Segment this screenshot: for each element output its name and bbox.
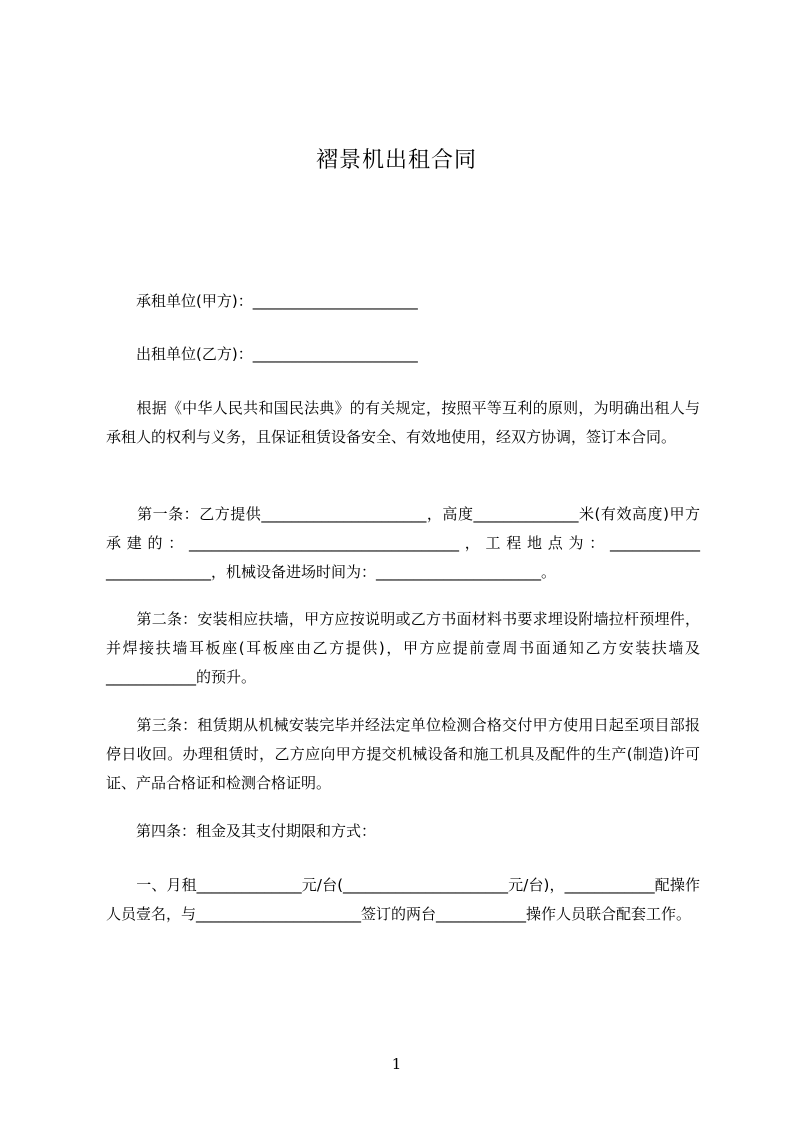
preamble-paragraph: 根据《中华人民共和国民法典》的有关规定，按照平等互利的原则，为明确出租人与承租人的权利与义务，且保证租赁设备安全、有效地使用，经双方协调，签订本合同。 xyxy=(106,399,700,446)
rent-clause-paragraph: 一、月租______________元/台(______________________元/台)，____________配操作人员壹名，与______________________签订的两台____________操作人员联合配套工作。 xyxy=(106,876,700,923)
article-1-paragraph: 第一条：乙方提供______________________，高度______________米(有效高度)甲方承建的：____________________________________，工程地点为：____________ ______________，机械设备进场时间为：______________________。 xyxy=(106,505,700,581)
lessor-line: 出租单位(乙方)：______________________ xyxy=(106,345,418,363)
page-number: 1 xyxy=(391,1055,402,1073)
article-2-paragraph: 第二条：安装相应扶墙，甲方应按说明或乙方书面材料书要求埋设附墙拉杆预埋件，并焊接扶墙耳板座(耳板座由乙方提供)，甲方应提前壹周书面通知乙方安装扶墙及____________的预升。 xyxy=(106,610,700,686)
document-title: 褶景机出租合同 xyxy=(315,148,477,173)
lessee-line: 承租单位(甲方)：______________________ xyxy=(106,292,418,310)
article-3-paragraph: 第三条：租赁期从机械安装完毕并经法定单位检测合格交付甲方使用日起至项目部报停日收回。办理租赁时，乙方应向甲方提交机械设备和施工机具及配件的生产(制造)许可证、产品合格证和检测合格证明。 xyxy=(106,716,700,792)
article-4-heading: 第四条：租金及其支付期限和方式： xyxy=(106,822,377,840)
